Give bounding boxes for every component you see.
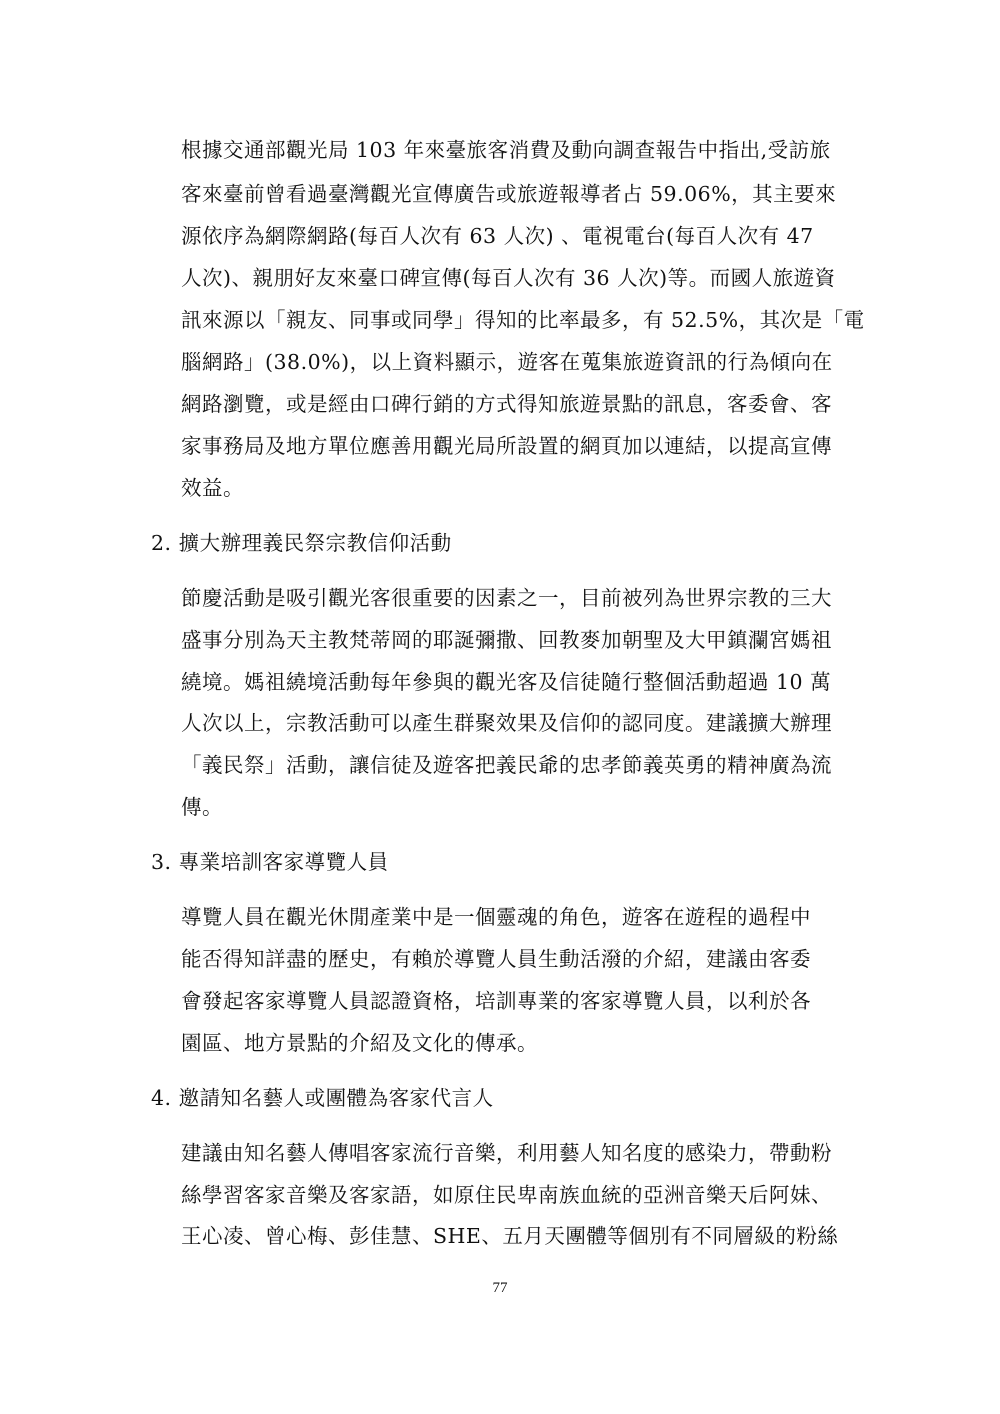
paragraph-1-line: 效益。: [181, 476, 244, 500]
section-heading-4: 4. 邀請知名藝人或團體為客家代言人: [151, 1086, 494, 1110]
paragraph-2-line: 盛事分別為天主教梵蒂岡的耶誕彌撒、回教麥加朝聖及大甲鎮瀾宮媽祖: [181, 628, 832, 652]
paragraph-1-line: 人次)、親朋好友來臺口碑宣傳(每百人次有 36 人次)等。而國人旅遊資: [181, 266, 836, 290]
paragraph-2-line: 繞境。媽祖繞境活動每年參與的觀光客及信徒隨行整個活動超過 10 萬: [181, 670, 832, 694]
paragraph-2-line: 節慶活動是吸引觀光客很重要的因素之一，目前被列為世界宗教的三大: [181, 586, 832, 610]
paragraph-3-line: 會發起客家導覽人員認證資格，培訓專業的客家導覽人員，以利於各: [181, 989, 811, 1013]
paragraph-1-line: 根據交通部觀光局 103 年來臺旅客消費及動向調查報告中指出,受訪旅: [181, 138, 831, 162]
paragraph-4-line: 建議由知名藝人傳唱客家流行音樂，利用藝人知名度的感染力，帶動粉: [181, 1141, 832, 1165]
section-heading-3: 3. 專業培訓客家導覽人員: [151, 850, 389, 874]
paragraph-4-line: 王心凌、曾心梅、彭佳慧、SHE、五月天團體等個別有不同層級的粉絲: [181, 1224, 839, 1248]
paragraph-4-line: 絲學習客家音樂及客家語，如原住民卑南族血統的亞洲音樂天后阿妹、: [181, 1183, 832, 1207]
paragraph-3-line: 能否得知詳盡的歷史，有賴於導覽人員生動活潑的介紹，建議由客委: [181, 947, 811, 971]
paragraph-2-line: 「義民祭」活動，讓信徒及遊客把義民爺的忠孝節義英勇的精神廣為流: [181, 753, 832, 777]
paragraph-3-line: 導覽人員在觀光休閒產業中是一個靈魂的角色，遊客在遊程的過程中: [181, 905, 811, 929]
paragraph-1-line: 網路瀏覽，或是經由口碑行銷的方式得知旅遊景點的訊息，客委會、客: [181, 392, 832, 416]
paragraph-1-line: 源依序為網際網路(每百人次有 63 人次) 、電視電台(每百人次有 47: [181, 224, 814, 248]
paragraph-1-line: 腦網路」(38.0%)，以上資料顯示，遊客在蒐集旅遊資訊的行為傾向在: [181, 350, 833, 374]
paragraph-1-line: 客來臺前曾看過臺灣觀光宣傳廣告或旅遊報導者占 59.06%，其主要來: [181, 182, 837, 206]
paragraph-2-line: 人次以上，宗教活動可以產生群聚效果及信仰的認同度。建議擴大辦理: [181, 711, 832, 735]
section-heading-2: 2. 擴大辦理義民祭宗教信仰活動: [151, 531, 452, 555]
paragraph-1-line: 訊來源以「親友、同事或同學」得知的比率最多，有 52.5%，其次是「電: [181, 308, 865, 332]
paragraph-1-line: 家事務局及地方單位應善用觀光局所設置的網頁加以連結，以提高宣傳: [181, 434, 832, 458]
paragraph-2-line: 傳。: [181, 795, 223, 819]
paragraph-3-line: 園區、地方景點的介紹及文化的傳承。: [181, 1031, 538, 1055]
page-number: 77: [492, 1280, 508, 1296]
